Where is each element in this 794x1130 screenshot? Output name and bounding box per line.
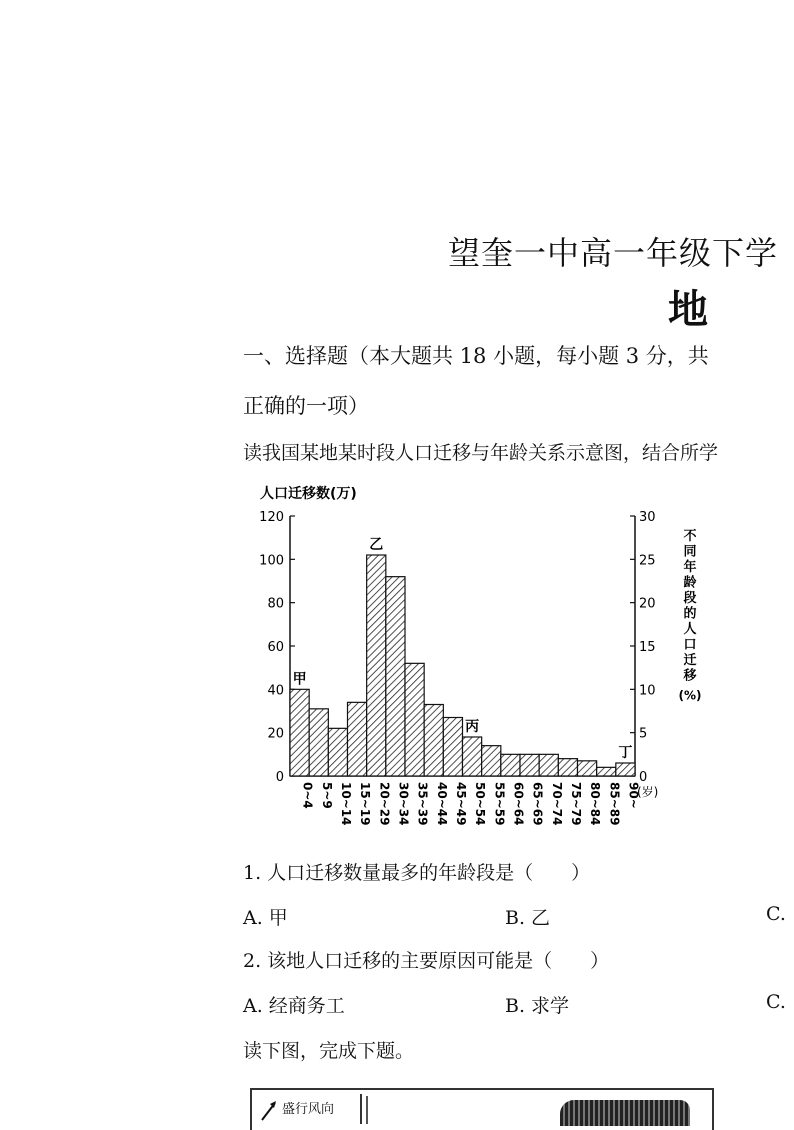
x-tick-label: 20~29 [377,782,392,826]
x-tick-label: 60~64 [511,782,526,826]
left-tick-label: 100 [259,553,284,569]
bar-annotation: 乙 [369,537,384,553]
x-tick-label: 55~59 [492,782,507,826]
left-tick-label: 40 [267,683,284,699]
question-1-stem: 1. 人口迁移数量最多的年龄段是（ ） [243,862,591,884]
bar-annotation: 丙 [465,719,480,735]
right-tick-label: 20 [639,596,656,612]
bottom-figure [250,1088,714,1130]
x-tick-label: 75~79 [568,782,583,826]
x-tick-label: 85~89 [607,782,622,826]
x-unit-label: (岁) [637,785,659,799]
wind-direction-arrow-icon [260,1100,278,1122]
subject-title: 地 [668,286,708,333]
bar [424,705,443,777]
x-tick-label: 40~44 [434,782,449,826]
right-tick-label: 25 [639,553,656,569]
question-2-option-c[interactable]: C. [766,991,786,1013]
right-axis-label: 不同年龄段的人口迁移(%) [678,529,702,703]
left-tick-label: 20 [267,726,284,742]
bar [386,577,405,776]
page-title: 望奎一中高一年级下学 [448,234,779,272]
right-tick-label: 5 [639,726,648,742]
bar [367,555,386,776]
bar-annotation: 丁 [618,745,633,761]
x-tick-label: 50~54 [473,782,488,826]
bar [520,754,539,776]
bar [328,728,347,776]
bar [348,702,367,776]
figure-divider [366,1096,368,1124]
bar [290,689,309,776]
chart-title: 人口迁移数(万) [260,486,357,502]
bar [405,663,424,776]
section-heading-line1: 一、选择题（本大题共 18 小题，每小题 3 分，共 [243,344,709,368]
bar [558,759,577,776]
x-tick-label: 5~9 [319,782,334,809]
chart-intro-text: 读我国某地某时段人口迁移与年龄关系示意图，结合所学 [243,442,719,464]
bar-annotation: 甲 [292,671,307,688]
terrain-block [560,1100,690,1126]
x-tick-label: 45~49 [453,782,468,826]
x-tick-label: 30~34 [396,782,411,826]
x-tick-label: 80~84 [588,782,603,826]
left-tick-label: 80 [267,596,284,612]
right-tick-label: 0 [639,770,648,785]
question-1-option-b[interactable]: B. 乙 [505,907,551,929]
bar [539,754,558,776]
bar [597,767,616,776]
bar [578,761,597,776]
question-2-stem: 2. 该地人口迁移的主要原因可能是（ ） [243,950,610,972]
section-heading-line2: 正确的一项） [243,394,369,418]
x-tick-label: 0~4 [300,782,315,809]
figure-intro-text: 读下图，完成下题。 [243,1040,415,1062]
bar [501,754,520,776]
x-tick-label: 65~69 [530,782,545,826]
question-2-option-b[interactable]: B. 求学 [505,995,570,1017]
population-migration-chart [250,478,702,840]
bar [616,763,635,776]
x-tick-label: 10~14 [338,782,353,826]
bar [443,718,462,777]
wind-direction-label: 盛行风向 [282,1102,335,1117]
bar [463,737,482,776]
x-tick-label: 90~ [626,782,641,809]
question-2-option-a[interactable]: A. 经商务工 [243,995,345,1017]
right-tick-label: 15 [639,640,656,655]
question-1-option-a[interactable]: A. 甲 [243,907,288,929]
bar [309,709,328,776]
x-tick-label: 35~39 [415,782,430,826]
x-tick-label: 15~19 [358,782,373,826]
left-tick-label: 60 [267,640,284,655]
right-tick-label: 30 [639,510,656,525]
bar [482,746,501,776]
x-tick-label: 70~74 [549,782,564,826]
right-tick-label: 10 [639,683,656,699]
left-tick-label: 120 [259,510,284,525]
figure-divider [360,1094,362,1124]
question-1-option-c[interactable]: C. [766,903,786,925]
left-tick-label: 0 [275,770,284,785]
